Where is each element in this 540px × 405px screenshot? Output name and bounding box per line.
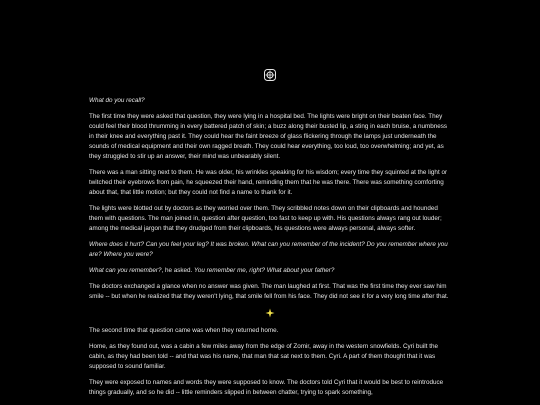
story-text <box>89 96 451 404</box>
story-paragraph: They were exposed to names and words they were supposed to know. The doctors told Cyri that it would be best to reintroduce things gradually, and so he did -- little reminders slipped in between chatter, trying to spark something, <box>89 379 444 396</box>
section-divider <box>89 308 451 320</box>
story-paragraph: The doctors exchanged a glance when no answer was given. The man laughed at first. That was the first time they ever saw him smile -- but when he realized that they weren't lying, that smile fell from his face. They did not see it for a very long time after that. <box>89 283 449 300</box>
story-paragraph: Home, as they found out, was a cabin a few miles away from the edge of Zomir, away in the western snowfields. Cyri built the cabin, as they had been told -- and that was his name, that man that sat next to them. Cyri. A part of them thought that it was supposed to sound familiar. <box>89 343 438 370</box>
dialogue-question: You remember me, right? What about your father? <box>194 267 335 274</box>
dialogue-tag: , he asked. <box>161 267 195 274</box>
story-paragraph: Where does it hurt? Can you feel your leg? It was broken. What can you remember of the incident? Do you remember where you are? Where you were? <box>89 241 448 258</box>
emblem-icon <box>264 69 276 81</box>
story-paragraph: The first time they were asked that question, they were lying in a hospital bed. The lights were bright on their beaten face. They could feel their blood thrumming in every battered patch of skin; a buzz along their busted lip, a sting in each bruise, a numbness in their knee and everything past it. They could hear the faint breeze of glass flickering through the lamps just underneath the sounds of medical equipment and their own ragged breath. They could hear everything, too loud, too overwhelming; and yet, as they struggled to stir up an answer, their mind was unbearably silent. <box>89 113 448 160</box>
dialogue-question: What can you remember? <box>89 267 162 274</box>
story-paragraph: What do you recall? <box>89 97 145 104</box>
story-paragraph: The second time that question came was when they returned home. <box>89 327 279 334</box>
story-paragraph: The lights were blotted out by doctors as they worried over them. They scribbled notes down on their clipboards and hounded them with questions. The man joined in, question after question, too fast to keep up with. His questions always rang out louder; among the medical jargon that they drudged from their clipboards, his questions were always personal, always softer. <box>89 205 442 232</box>
story-paragraph <box>89 266 451 276</box>
story-paragraph: There was a man sitting next to them. He was older, his wrinkles speaking for his wisdom; every time they squinted at the light or twitched their eyebrows from pain, he squeezed their hand, reminding them that he was there. There was something comforting about that, that little motion; but they could not find a name to thank for it. <box>89 169 448 196</box>
sparkle-icon <box>265 308 275 318</box>
